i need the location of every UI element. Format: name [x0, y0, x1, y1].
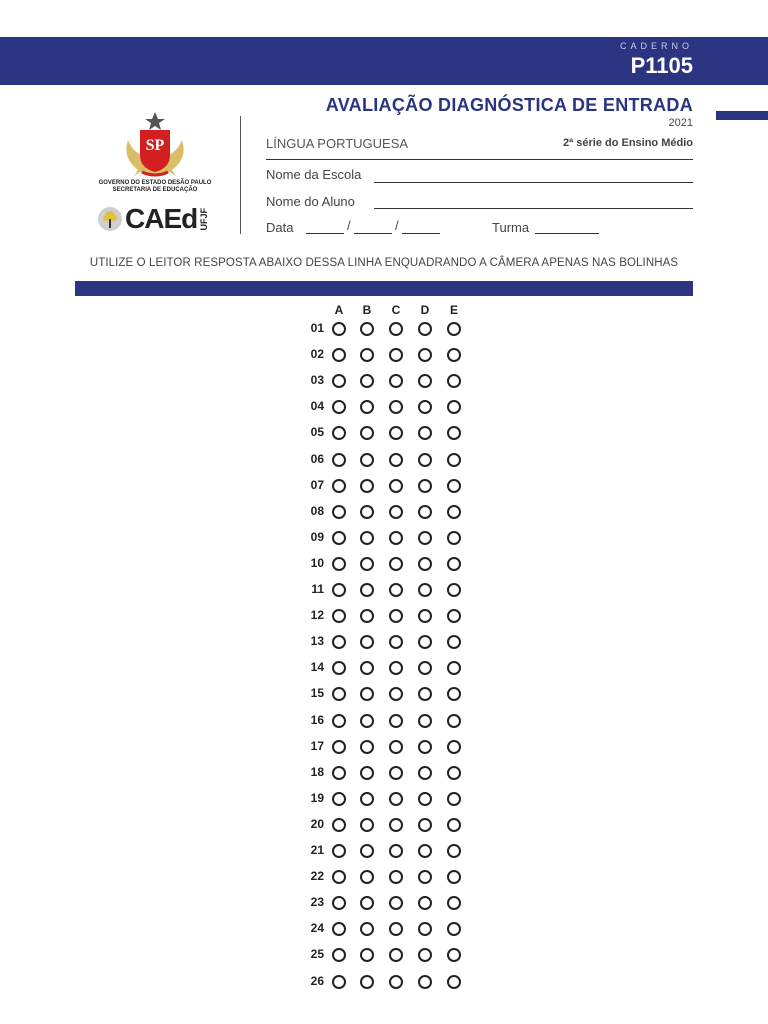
- option-header-e: E: [449, 303, 458, 317]
- answer-bubble-19-c[interactable]: [389, 792, 403, 806]
- answer-bubble-13-e[interactable]: [447, 635, 461, 649]
- question-number: 25: [310, 947, 324, 962]
- answer-bubble-17-a[interactable]: [332, 740, 346, 754]
- answer-bubble-24-b[interactable]: [360, 922, 374, 936]
- answer-bubble-13-c[interactable]: [389, 635, 403, 649]
- answer-bubble-25-b[interactable]: [360, 948, 374, 962]
- answer-bubble-24-c[interactable]: [389, 922, 403, 936]
- answer-bubble-22-c[interactable]: [389, 870, 403, 884]
- question-number: 07: [310, 477, 324, 492]
- question-number: 12: [310, 608, 324, 623]
- question-number: 20: [310, 816, 324, 831]
- question-number: 10: [310, 555, 324, 570]
- question-number: 17: [310, 738, 324, 753]
- scan-boundary-bar: [75, 281, 693, 296]
- answer-bubble-16-b[interactable]: [360, 714, 374, 728]
- date-year-field[interactable]: [402, 233, 440, 234]
- answer-bubble-22-a[interactable]: [332, 870, 346, 884]
- answer-bubble-07-d[interactable]: [418, 479, 432, 493]
- answer-bubble-11-d[interactable]: [418, 583, 432, 597]
- answer-bubble-11-a[interactable]: [332, 583, 346, 597]
- answer-bubble-02-d[interactable]: [418, 348, 432, 362]
- answer-bubble-23-b[interactable]: [360, 896, 374, 910]
- answer-bubble-18-c[interactable]: [389, 766, 403, 780]
- answer-bubble-15-e[interactable]: [447, 687, 461, 701]
- question-number: 09: [310, 529, 324, 544]
- exam-title: AVALIAÇÃO DIAGNÓSTICA DE ENTRADA: [325, 95, 693, 115]
- answer-bubble-04-e[interactable]: [447, 400, 461, 414]
- answer-bubble-08-c[interactable]: [389, 505, 403, 519]
- option-header-b: B: [362, 303, 372, 317]
- answer-bubble-06-d[interactable]: [418, 453, 432, 467]
- answer-bubble-26-c[interactable]: [389, 975, 403, 989]
- option-header-c: C: [391, 303, 401, 317]
- answer-bubble-20-a[interactable]: [332, 818, 346, 832]
- answer-bubble-21-e[interactable]: [447, 844, 461, 858]
- scanner-instruction: UTILIZE O LEITOR RESPOSTA ABAIXO DESSA LINHA ENQUADRANDO A CÂMERA APENAS NAS BOLINHAS: [89, 257, 679, 269]
- answer-bubble-26-d[interactable]: [418, 975, 432, 989]
- answer-bubble-21-b[interactable]: [360, 844, 374, 858]
- answer-bubble-18-d[interactable]: [418, 766, 432, 780]
- answer-bubble-03-e[interactable]: [447, 374, 461, 388]
- option-header-a: A: [334, 303, 344, 317]
- answer-bubble-18-a[interactable]: [332, 766, 346, 780]
- answer-bubble-19-a[interactable]: [332, 792, 346, 806]
- answer-bubble-12-d[interactable]: [418, 609, 432, 623]
- question-number: 16: [310, 712, 324, 727]
- answer-bubble-07-c[interactable]: [389, 479, 403, 493]
- exam-subject: LÍNGUA PORTUGUESA: [266, 136, 409, 151]
- government-line-1: GOVERNO DO ESTADO DESÃO PAULO: [98, 180, 212, 186]
- answer-bubble-04-a[interactable]: [332, 400, 346, 414]
- answer-bubble-05-b[interactable]: [360, 426, 374, 440]
- answer-bubble-15-c[interactable]: [389, 687, 403, 701]
- answer-bubble-05-d[interactable]: [418, 426, 432, 440]
- answer-bubble-12-e[interactable]: [447, 609, 461, 623]
- answer-bubble-19-d[interactable]: [418, 792, 432, 806]
- answer-bubble-05-c[interactable]: [389, 426, 403, 440]
- answer-bubble-07-a[interactable]: [332, 479, 346, 493]
- answer-bubble-20-e[interactable]: [447, 818, 461, 832]
- question-number: 18: [310, 764, 324, 779]
- answer-bubble-09-a[interactable]: [332, 531, 346, 545]
- answer-bubble-14-c[interactable]: [389, 661, 403, 675]
- answer-bubble-26-b[interactable]: [360, 975, 374, 989]
- answer-bubble-03-a[interactable]: [332, 374, 346, 388]
- question-number: 08: [310, 503, 324, 518]
- answer-bubble-21-a[interactable]: [332, 844, 346, 858]
- ufjf-label: UFJF: [199, 207, 210, 231]
- answer-bubble-02-b[interactable]: [360, 348, 374, 362]
- answer-bubble-22-e[interactable]: [447, 870, 461, 884]
- caderno-code: P1105: [630, 53, 693, 78]
- answer-bubble-19-e[interactable]: [447, 792, 461, 806]
- side-mark: [716, 111, 768, 120]
- answer-bubble-03-b[interactable]: [360, 374, 374, 388]
- school-name-field[interactable]: [374, 182, 693, 183]
- question-number: 19: [310, 790, 324, 805]
- answer-bubble-06-c[interactable]: [389, 453, 403, 467]
- answer-bubble-17-e[interactable]: [447, 740, 461, 754]
- answer-bubble-10-b[interactable]: [360, 557, 374, 571]
- answer-bubble-21-d[interactable]: [418, 844, 432, 858]
- header-bar: [0, 37, 768, 85]
- answer-bubble-13-b[interactable]: [360, 635, 374, 649]
- answer-bubble-08-b[interactable]: [360, 505, 374, 519]
- caed-logo: [97, 203, 209, 235]
- answer-bubble-13-a[interactable]: [332, 635, 346, 649]
- date-separator-2: /: [395, 218, 399, 233]
- answer-bubble-10-c[interactable]: [389, 557, 403, 571]
- question-number: 11: [311, 582, 324, 596]
- answer-bubble-20-d[interactable]: [418, 818, 432, 832]
- exam-year: 2021: [668, 117, 693, 129]
- question-number: 02: [310, 347, 324, 362]
- answer-bubble-16-d[interactable]: [418, 714, 432, 728]
- answer-bubble-01-e[interactable]: [447, 322, 461, 336]
- answer-bubble-24-a[interactable]: [332, 922, 346, 936]
- answer-bubble-04-d[interactable]: [418, 400, 432, 414]
- question-number: 15: [310, 686, 324, 701]
- answer-bubble-14-e[interactable]: [447, 661, 461, 675]
- answer-bubble-14-b[interactable]: [360, 661, 374, 675]
- answer-bubble-04-b[interactable]: [360, 400, 374, 414]
- answer-bubble-13-d[interactable]: [418, 635, 432, 649]
- government-caption: [92, 180, 218, 194]
- answer-bubble-06-a[interactable]: [332, 453, 346, 467]
- answer-bubble-17-c[interactable]: [389, 740, 403, 754]
- answer-bubble-08-e[interactable]: [447, 505, 461, 519]
- answer-bubble-04-c[interactable]: [389, 400, 403, 414]
- answer-bubble-07-b[interactable]: [360, 479, 374, 493]
- answer-bubble-05-e[interactable]: [447, 426, 461, 440]
- answer-bubble-09-e[interactable]: [447, 531, 461, 545]
- question-number: 13: [310, 634, 324, 649]
- answer-bubble-03-d[interactable]: [418, 374, 432, 388]
- answer-bubble-03-c[interactable]: [389, 374, 403, 388]
- option-header-d: D: [420, 303, 430, 317]
- answer-bubble-09-d[interactable]: [418, 531, 432, 545]
- student-name-label: Nome do Aluno: [266, 194, 355, 209]
- date-day-field[interactable]: [306, 233, 344, 234]
- answer-bubble-12-c[interactable]: [389, 609, 403, 623]
- answer-bubble-24-d[interactable]: [418, 922, 432, 936]
- answer-bubble-25-c[interactable]: [389, 948, 403, 962]
- answer-bubble-12-b[interactable]: [360, 609, 374, 623]
- answer-bubble-16-e[interactable]: [447, 714, 461, 728]
- question-number: 14: [310, 660, 324, 675]
- answer-bubble-17-b[interactable]: [360, 740, 374, 754]
- answer-bubble-17-d[interactable]: [418, 740, 432, 754]
- answer-bubble-25-a[interactable]: [332, 948, 346, 962]
- answer-bubble-01-b[interactable]: [360, 322, 374, 336]
- answer-bubble-21-c[interactable]: [389, 844, 403, 858]
- answer-bubble-14-d[interactable]: [418, 661, 432, 675]
- answer-bubble-22-b[interactable]: [360, 870, 374, 884]
- caed-wordmark: CAEd: [125, 203, 198, 234]
- svg-text:SP: SP: [145, 137, 165, 154]
- answer-bubble-24-e[interactable]: [447, 922, 461, 936]
- answer-bubble-06-b[interactable]: [360, 453, 374, 467]
- answer-bubble-16-c[interactable]: [389, 714, 403, 728]
- answer-bubble-26-e[interactable]: [447, 975, 461, 989]
- question-number: 01: [310, 321, 324, 335]
- date-separator-1: /: [347, 218, 351, 233]
- answer-bubble-18-e[interactable]: [447, 766, 461, 780]
- answer-bubble-11-c[interactable]: [389, 583, 403, 597]
- answer-bubble-25-d[interactable]: [418, 948, 432, 962]
- answer-bubble-09-c[interactable]: [389, 531, 403, 545]
- answer-bubble-01-c[interactable]: [389, 322, 403, 336]
- question-number: 05: [310, 425, 324, 440]
- answer-bubble-15-b[interactable]: [360, 687, 374, 701]
- answer-bubble-18-b[interactable]: [360, 766, 374, 780]
- answer-bubble-15-d[interactable]: [418, 687, 432, 701]
- question-number: 03: [310, 373, 324, 388]
- question-number: 24: [310, 921, 324, 936]
- answer-bubble-10-a[interactable]: [332, 557, 346, 571]
- answer-bubble-08-a[interactable]: [332, 505, 346, 519]
- date-month-field[interactable]: [354, 233, 392, 234]
- answer-bubble-08-d[interactable]: [418, 505, 432, 519]
- answer-bubble-26-a[interactable]: [332, 975, 346, 989]
- answer-bubble-10-d[interactable]: [418, 557, 432, 571]
- answer-bubble-19-b[interactable]: [360, 792, 374, 806]
- answer-bubble-14-a[interactable]: [332, 661, 346, 675]
- answer-bubble-10-e[interactable]: [447, 557, 461, 571]
- answer-bubble-06-e[interactable]: [447, 453, 461, 467]
- answer-bubble-20-b[interactable]: [360, 818, 374, 832]
- answer-bubble-02-e[interactable]: [447, 348, 461, 362]
- question-number: 26: [310, 973, 324, 988]
- header-divider: [240, 116, 241, 234]
- answer-bubble-23-e[interactable]: [447, 896, 461, 910]
- class-label: Turma: [492, 220, 530, 235]
- answer-bubble-25-e[interactable]: [447, 948, 461, 962]
- answer-bubble-02-a[interactable]: [332, 348, 346, 362]
- answer-bubble-23-c[interactable]: [389, 896, 403, 910]
- answer-bubble-15-a[interactable]: [332, 687, 346, 701]
- answer-bubble-09-b[interactable]: [360, 531, 374, 545]
- answer-bubble-11-b[interactable]: [360, 583, 374, 597]
- answer-bubble-02-c[interactable]: [389, 348, 403, 362]
- student-name-field[interactable]: [374, 208, 693, 209]
- question-number: 21: [310, 843, 324, 857]
- answer-bubble-01-d[interactable]: [418, 322, 432, 336]
- question-number: 23: [310, 895, 324, 910]
- answer-bubble-07-e[interactable]: [447, 479, 461, 493]
- answer-bubble-23-a[interactable]: [332, 896, 346, 910]
- answer-bubble-01-a[interactable]: [332, 322, 346, 336]
- government-line-2: SECRETARIA DE EDUCAÇÃO: [112, 187, 198, 193]
- answer-bubble-16-a[interactable]: [332, 714, 346, 728]
- answer-bubble-20-c[interactable]: [389, 818, 403, 832]
- subject-underline: [266, 159, 693, 160]
- answer-bubble-12-a[interactable]: [332, 609, 346, 623]
- answer-bubble-23-d[interactable]: [418, 896, 432, 910]
- answer-bubble-05-a[interactable]: [332, 426, 346, 440]
- answer-bubble-11-e[interactable]: [447, 583, 461, 597]
- date-label: Data: [266, 220, 294, 235]
- tree-icon: [97, 206, 123, 232]
- exam-grade: 2ª série do Ensino Médio: [563, 137, 693, 149]
- question-number: 06: [310, 451, 324, 466]
- question-number: 22: [310, 869, 324, 884]
- school-name-label: Nome da Escola: [266, 167, 362, 182]
- answer-bubble-22-d[interactable]: [418, 870, 432, 884]
- caderno-label: CADERNO: [619, 41, 693, 51]
- question-number: 04: [310, 399, 324, 414]
- class-field[interactable]: [535, 233, 599, 234]
